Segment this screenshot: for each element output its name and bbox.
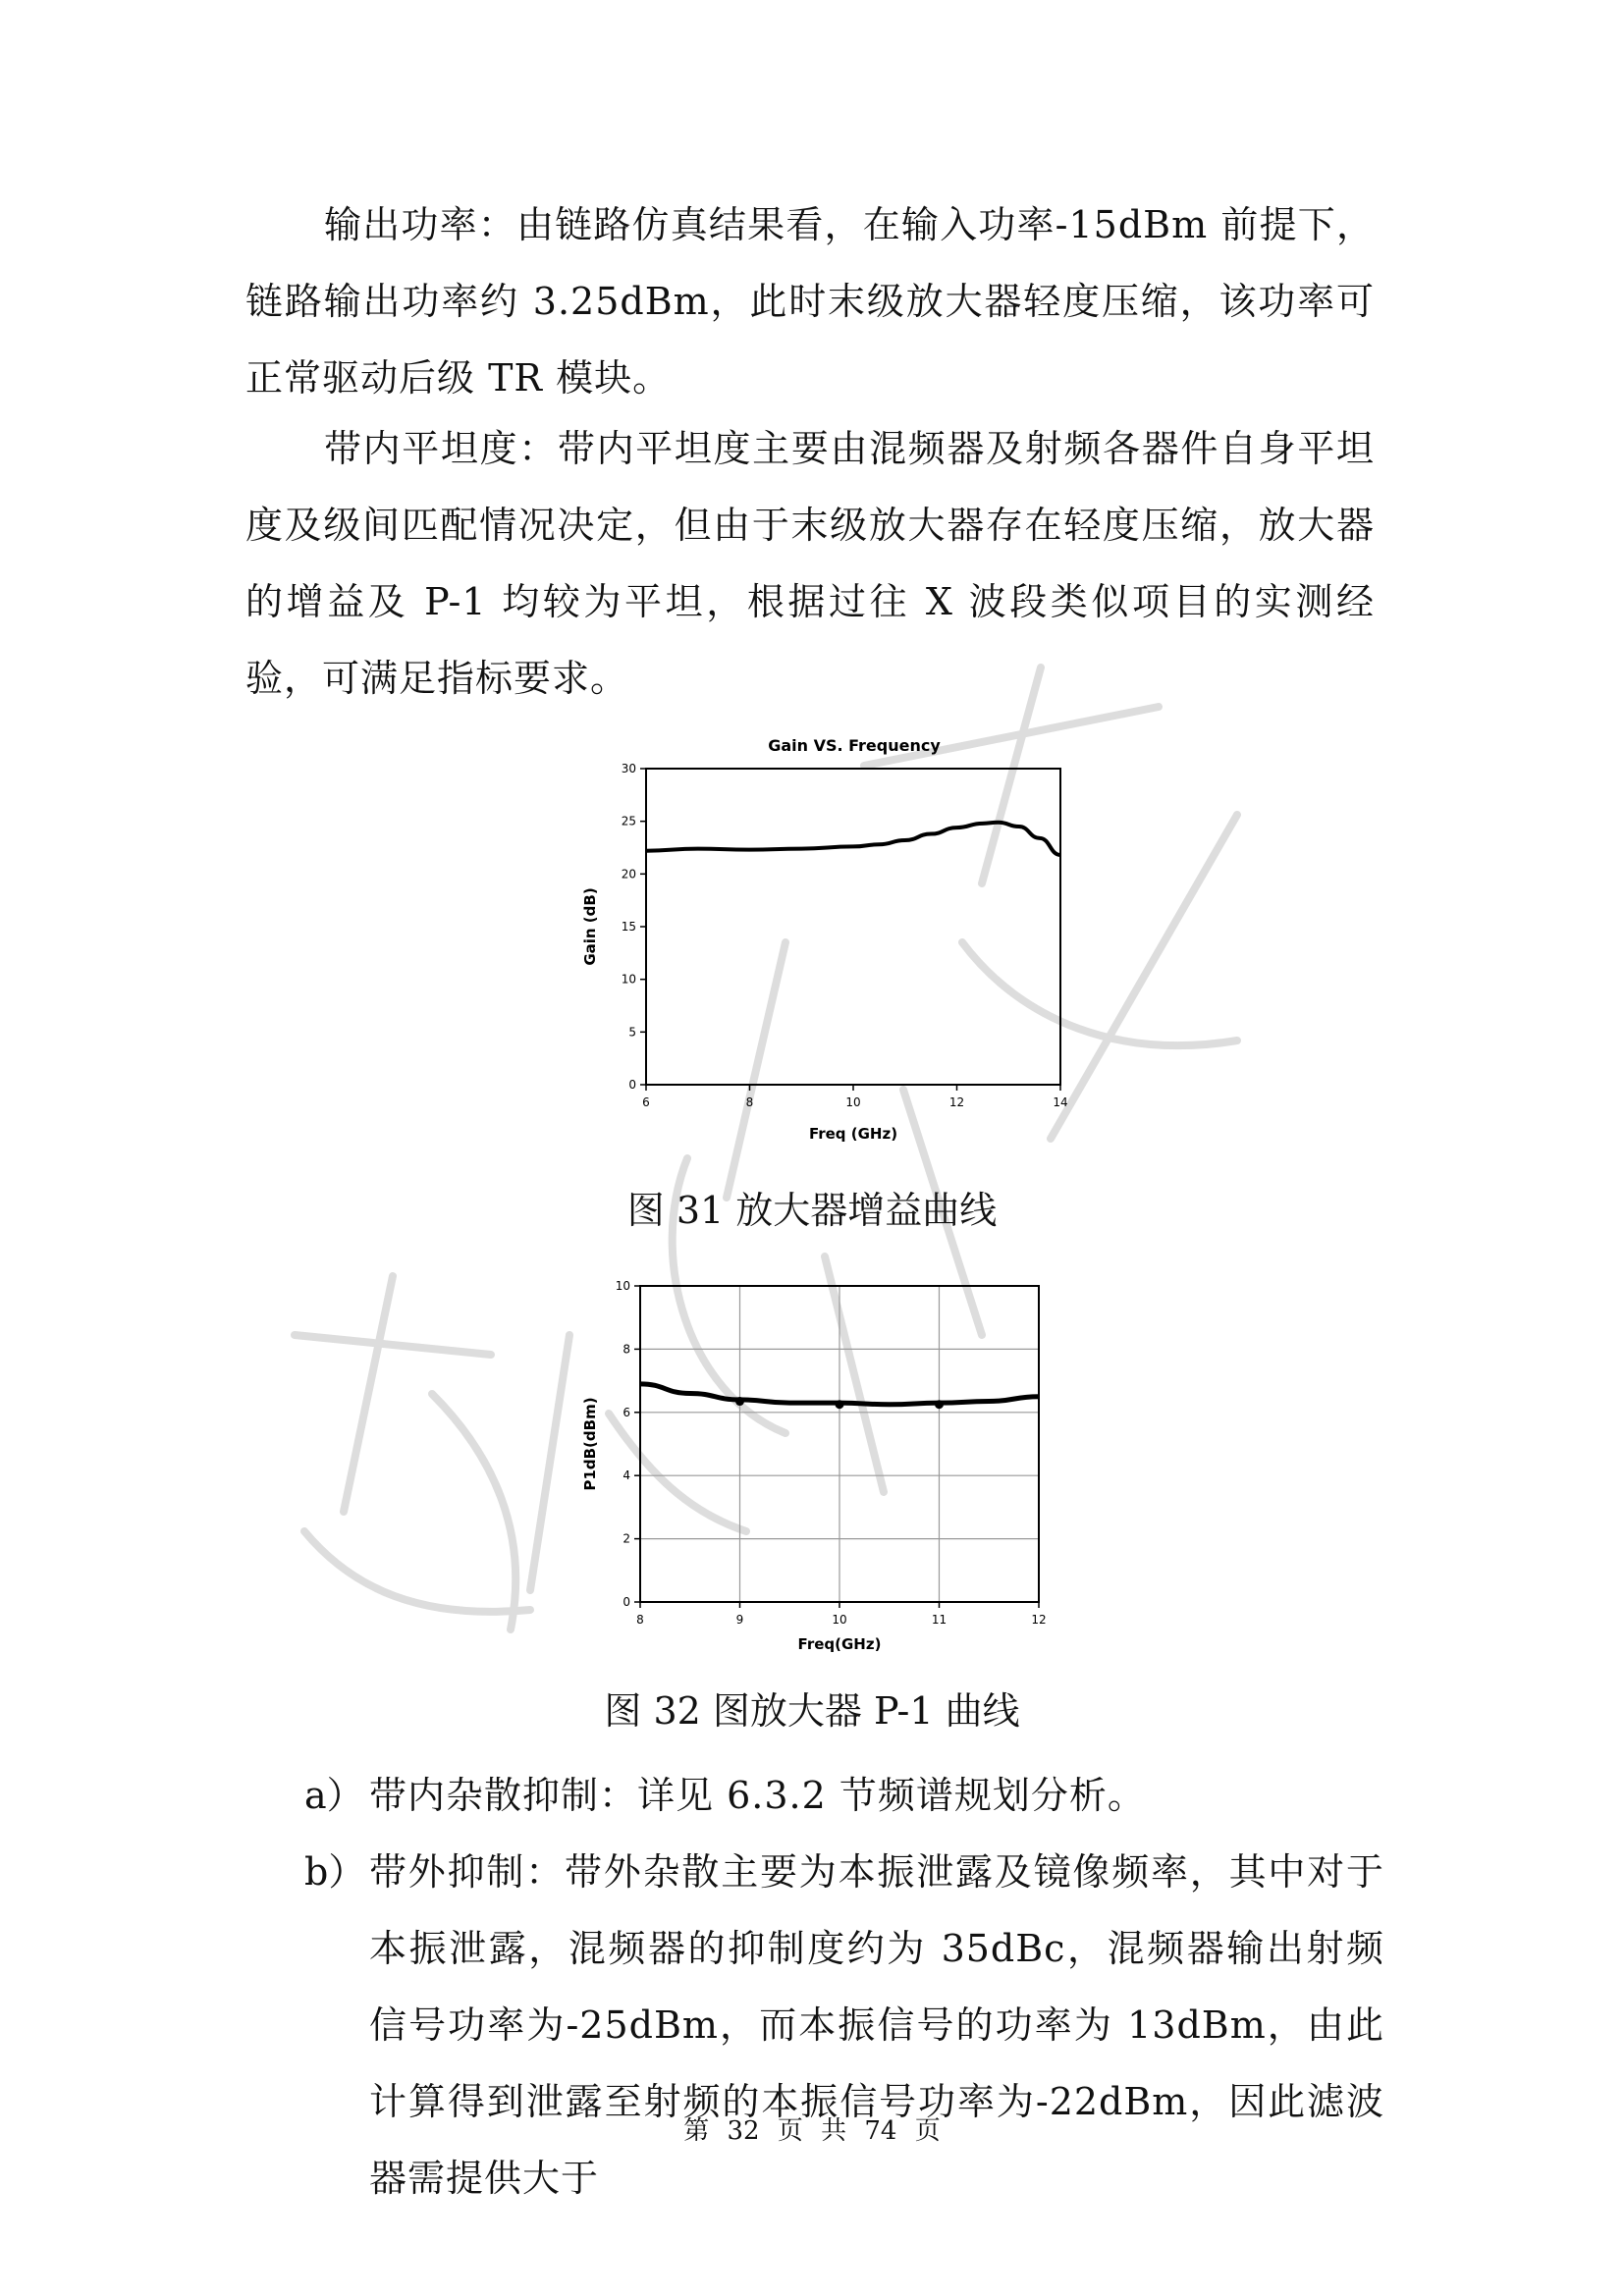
x-tick-label: 10 [845, 1095, 861, 1109]
list-marker: a） [304, 1774, 364, 1817]
y-tick-label: 0 [628, 1078, 636, 1092]
y-tick-label: 30 [621, 762, 636, 775]
y-tick-label: 0 [623, 1595, 630, 1609]
series-marker [735, 1397, 744, 1406]
y-tick-label: 10 [615, 1279, 630, 1293]
list-item-inband-spurious [304, 1757, 1384, 1834]
x-axis-label: Freq(GHz) [797, 1635, 882, 1653]
list-marker: b） [304, 1850, 366, 1894]
y-tick-label: 6 [623, 1405, 630, 1419]
x-ticks [642, 1085, 1067, 1109]
y-tick-label: 4 [623, 1468, 630, 1483]
plot-frame [646, 769, 1060, 1085]
paragraph-output-power: 输出功率：由链路仿真结果看，在输入功率-15dBm 前提下，链路输出功率约 3.25dBm，此时末级放大器轻度压缩，该功率可正常驱动后级 TR 模块。 [245, 203, 1375, 400]
y-tick-label: 8 [623, 1342, 630, 1357]
grid-lines [640, 1286, 1039, 1602]
list-item-text: 带外抑制：带外杂散主要为本振泄露及镜像频率，其中对于本振泄露，混频器的抑制度约为 35dBc，混频器输出射频信号功率为-25dBm，而本振信号的功率为 13dBm，由此计算得到泄露至射频的本振信号功率为-22dBm，因此滤波器需提供大于 [369, 1850, 1384, 2200]
gain-chart [560, 721, 1090, 1153]
series-marker [935, 1400, 944, 1409]
y-tick-label: 20 [621, 867, 636, 881]
paragraph-inband-flatness: 带内平坦度：带内平坦度主要由混频器及射频各器件自身平坦度及级间匹配情况决定，但由于末级放大器存在轻度压缩，放大器的增益及 P-1 均较为平坦，根据过往 X 波段类似项目的实测经验，可满足指标要求。 [245, 427, 1375, 700]
page-footer: 第 32 页 共 74 页 [683, 2116, 941, 2146]
series-marker [836, 1400, 844, 1409]
x-tick-label: 9 [735, 1613, 744, 1627]
x-tick-label: 8 [636, 1613, 644, 1627]
y-ticks [616, 1279, 640, 1609]
p1db-chart [569, 1266, 1060, 1669]
y-tick-label: 25 [621, 814, 636, 828]
x-tick-label: 12 [1031, 1613, 1047, 1627]
list-item-outband-rejection [304, 1834, 1384, 2216]
x-tick-label: 6 [642, 1095, 650, 1109]
y-tick-label: 2 [623, 1531, 630, 1546]
figure-31-caption: 图 31 放大器增益曲线 [626, 1189, 998, 1232]
x-tick-label: 8 [745, 1095, 754, 1109]
x-tick-label: 14 [1053, 1095, 1068, 1109]
chart-title: Gain VS. Frequency [768, 736, 941, 755]
figure-32-caption: 图 32 图放大器 P-1 曲线 [604, 1689, 1020, 1733]
y-tick-label: 5 [628, 1025, 636, 1040]
y-axis-label: Gain (dB) [581, 887, 599, 966]
x-tick-label: 10 [832, 1613, 847, 1627]
list-item-text: 带内杂散抑制：详见 6.3.2 节频谱规划分析。 [369, 1774, 1146, 1817]
x-tick-label: 11 [931, 1613, 947, 1627]
y-tick-label: 10 [621, 972, 636, 987]
y-axis-label: P1dB(dBm) [581, 1397, 599, 1491]
x-tick-label: 12 [948, 1095, 965, 1109]
x-axis-label: Freq (GHz) [808, 1125, 898, 1143]
y-ticks [622, 762, 646, 1092]
y-tick-label: 15 [621, 920, 636, 934]
x-ticks [636, 1602, 1046, 1627]
gain-series-line [646, 823, 1060, 855]
